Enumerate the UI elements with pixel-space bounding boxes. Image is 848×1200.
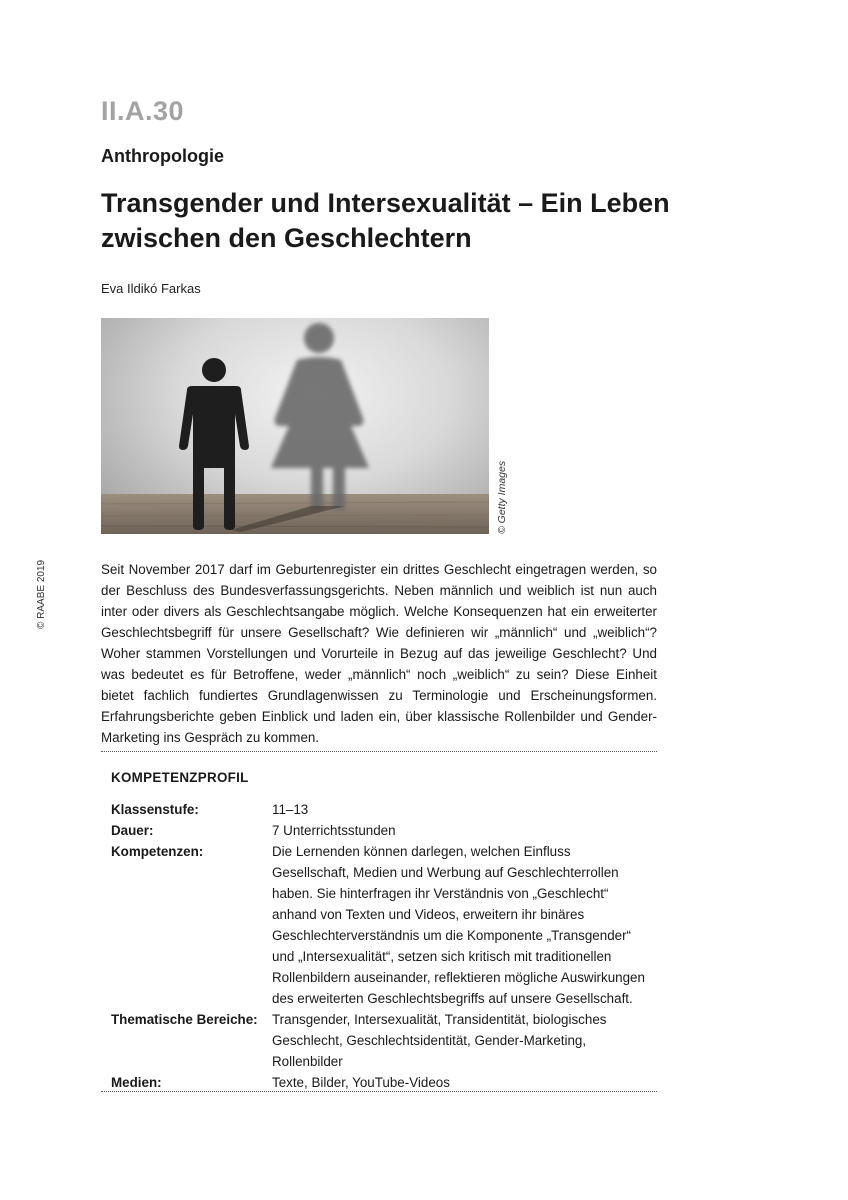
profile-row-duration xyxy=(111,820,651,841)
profile-heading: KOMPETENZPROFIL xyxy=(111,770,249,785)
profile-value: 11–13 xyxy=(272,802,309,817)
profile-value: Texte, Bilder, YouTube-Videos xyxy=(272,1075,450,1090)
hero-image xyxy=(101,318,489,534)
dotted-divider-bottom xyxy=(101,1091,657,1092)
profile-label: Thematische Bereiche: xyxy=(111,1012,258,1027)
male-female-shadow-icon xyxy=(101,318,489,534)
intro-paragraph: Seit November 2017 darf im Geburtenregister ein drittes Geschlecht eingetragen werden, so der Beschluss des Bundesverfassungsgerichts. Neben männlich und weiblich ist nun auch inter oder divers als Geschlechtsangabe möglich. Welche Konsequenzen hat ein erweiterter Geschlechtsbegriff für unsere Gesellschaft? Wie definieren wir „männlich“ und „weiblich“? Woher stammen Vorstellungen und Vorurteile in Bezug auf das jeweilige Geschlecht? Und was bedeutet es für Betroffene, weder „männlich“ noch „weiblich“ zu sein? Diese Einheit bietet fachlich fundiertes Grundlagenwissen zu Terminologie und Erscheinungsformen. Erfahrungsberichte geben Einblick und laden ein, über klassische Rollenbilder und Gender-Marketing ins Gespräch zu kommen. xyxy=(101,562,657,745)
dotted-divider-top xyxy=(101,751,657,752)
image-credit: © Getty Images xyxy=(496,460,508,534)
page-title: Transgender und Intersexualität – Ein Leben zwischen den Geschlechtern xyxy=(101,188,670,253)
author-name: Eva Ildikó Farkas xyxy=(101,281,201,296)
profile-value: Die Lernenden können darlegen, welchen Einfluss Gesellschaft, Medien und Werbung auf Geschlechterrollen haben. Sie hinterfragen ihr Verständnis von „Geschlecht“ anhand von Texten und Videos, erweitern ihr binäres Geschlechterverständnis um die Komponente „Transgender“ und „Intersexualität“, setzen sich kritisch mit traditionellen Rollenbildern auseinander, reflektieren mögliche Auswirkungen des erweiterten Geschlechtsbegriffs auf unsere Gesellschaft. xyxy=(272,844,645,1006)
profile-value: Transgender, Intersexualität, Transidentität, biologisches Geschlecht, Geschlechtsidentität, Gender-Marketing, Rollenbilder xyxy=(272,1012,607,1069)
profile-row-topics xyxy=(111,1009,651,1072)
series-code: II.A.30 xyxy=(101,96,185,126)
copyright-note: © RAABE 2019 xyxy=(36,559,47,629)
profile-row-grade xyxy=(111,799,651,820)
profile-label: Dauer: xyxy=(111,823,154,838)
profile-value: 7 Unterrichtsstunden xyxy=(272,823,396,838)
profile-label: Medien: xyxy=(111,1075,162,1090)
profile-label: Kompetenzen: xyxy=(111,844,204,859)
profile-row-media xyxy=(111,1072,651,1093)
subject-heading: Anthropologie xyxy=(101,146,224,166)
profile-label: Klassenstufe: xyxy=(111,802,199,817)
profile-row-competences xyxy=(111,841,651,1009)
competence-profile xyxy=(111,799,651,1093)
